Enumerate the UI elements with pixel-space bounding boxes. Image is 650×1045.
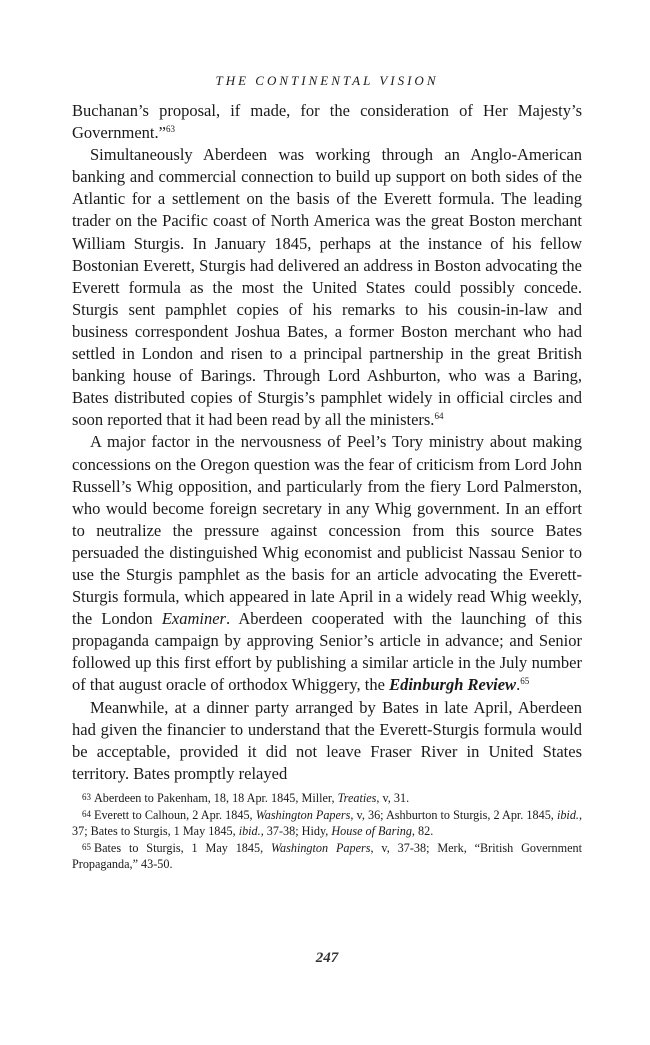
paragraph [72, 431, 582, 696]
footnote-ref: 63 [165, 124, 175, 135]
text-run: Meanwhile, at a dinner party arranged by Bates in late April, Aberdeen had given the financier to understand that the Everett-Sturgis formula would be acceptable, provided it did not leave Fraser River in United States territory. Bates promptly relayed [72, 697, 582, 783]
text-run: , 82. [411, 823, 434, 838]
footnote [72, 789, 582, 806]
text-run: Aberdeen to Pakenham, 18, 18 Apr. 1845, Miller, [94, 790, 338, 805]
footnote-ref: 64 [434, 411, 444, 422]
paragraph [72, 100, 582, 144]
italic-text: Washington Papers [255, 807, 351, 822]
page-number: 247 [315, 950, 339, 966]
footnote-number: 64 [82, 808, 91, 819]
book-page [72, 70, 583, 966]
italic-text: Washington Papers [270, 840, 371, 855]
italic-text: Edinburgh Review [389, 675, 517, 695]
paragraph [72, 144, 582, 431]
text-run: , 37; Bates to Sturgis, 1 May 1845, [72, 807, 583, 838]
text-run: . [516, 675, 521, 695]
footnote-number: 63 [82, 791, 91, 802]
running-head: THE CONTINENTAL VISION [215, 73, 439, 88]
text-run: Everett to Calhoun, 2 Apr. 1845, [94, 807, 256, 822]
text-run: Bates to Sturgis, 1 May 1845, [94, 840, 271, 855]
italic-text: Examiner [161, 609, 226, 629]
footnotes [72, 789, 582, 872]
text-run: A major factor in the nervousness of Peel’s Tory ministry about making concessions on the Oregon question was the fear of criticism from Lord John Russell’s Whig opposition, and particularly from the fiery Lord Palmerston, who would become foreign secretary in any Whig government. In an effort to neutralize the pressure against concession from this source Bates persuaded the distinguished Whig economist and publicist Nassau Senior to use the Sturgis pamphlet as the basis for an article advocating the Everett-Sturgis formula, which appeared in late April in a widely read Whig weekly, the London [72, 432, 582, 629]
text-run: Buchanan’s proposal, if made, for the consideration of Her Majesty’s Government.” [72, 101, 582, 143]
italic-text: ibid. [556, 807, 579, 822]
footnote [72, 839, 582, 872]
italic-text: House of Baring [331, 823, 412, 838]
text-run: Simultaneously Aberdeen was working through an Anglo-American banking and commercial connection to build up support on both sides of the Atlantic for a settlement on the basis of the Everett formula. The leading trader on the Pacific coast of North America was the great Boston merchant William Sturgis. In January 1845, perhaps at the instance of his fellow Bostonian Everett, Sturgis had delivered an address in Boston advocating the Everett formula as the most the United States could possibly concede. Sturgis sent pamphlet copies of his remarks to his cousin-in-law and business correspondent Joshua Bates, a former Boston merchant who had settled in London and risen to a principal partnership in the great British banking house of Barings. Through Lord Ashburton, who was a Baring, Bates distributed copies of Sturgis’s pamphlet widely in official circles and soon reported that it had been read by all the ministers. [72, 145, 582, 430]
text-run: , v, 37-38; Merk, “British Government Propaganda,” 43-50. [72, 840, 583, 871]
footnote-number: 65 [82, 841, 91, 852]
footnote-ref: 65 [520, 676, 530, 687]
italic-text: Treaties [337, 790, 377, 805]
italic-text: ibid. [238, 823, 261, 838]
paragraph [72, 697, 582, 785]
text-run: , v, 31. [376, 790, 410, 805]
body-text [72, 100, 582, 785]
footnote [72, 806, 582, 839]
text-run: , 37-38; Hidy, [260, 823, 332, 838]
text-run: . Aberdeen cooperated with the launching of this propaganda campaign by approving Senior’s article in advance; and Senior followed up this first effort by publishing a similar article in the July number of that august oracle of orthodox Whiggery, the [72, 609, 582, 695]
text-run: , v, 36; Ashburton to Sturgis, 2 Apr. 1845, [350, 807, 557, 822]
